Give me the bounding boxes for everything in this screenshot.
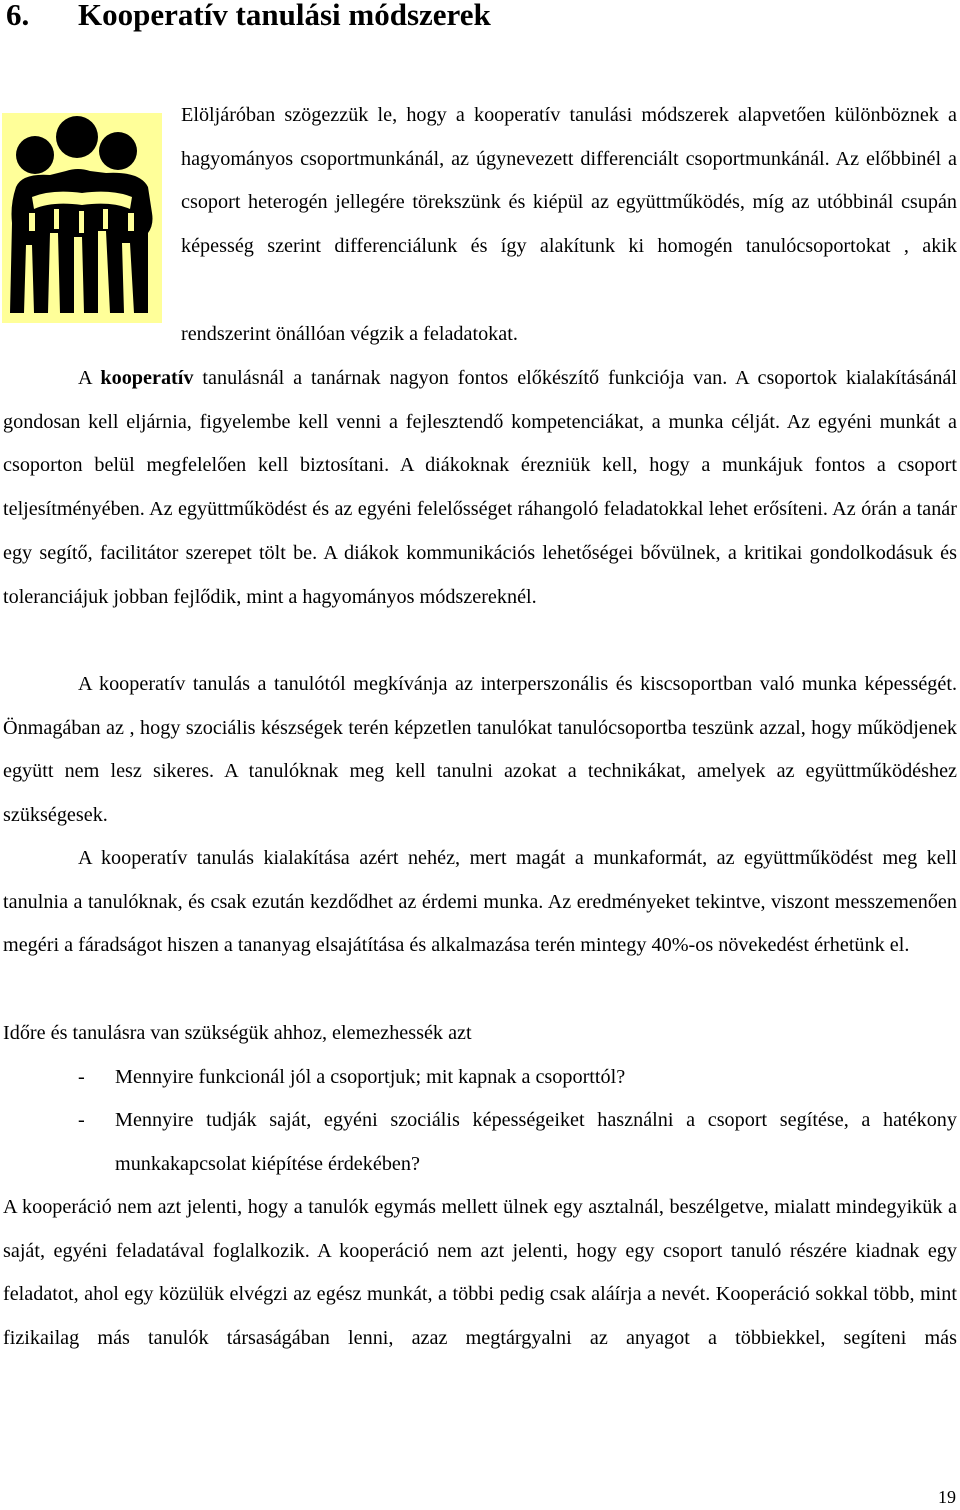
list-dash: - — [78, 1066, 85, 1088]
intro-paragraph-tail: rendszerint önállóan végzik a feladatokat. — [181, 323, 518, 345]
paragraph-skills: A kooperatív tanulás a tanulótól megkívánja az interperszonális és kiscsoportban való munka képességét. Önmagában az , hogy szociális készségek terén képzetlen tanulókat tanulócsoportba teszünk azzal, hogy működjenek együtt nem lesz sikeres. A tanulóknak meg kell tanulni azokat a technikákat, amelyek az együttműködéshez szükségesek. — [3, 673, 957, 827]
list-item-text: Mennyire tudják saját, egyéni szociális képességeiket használni a csoport segítése, a hatékony munkakapcsolat kiépítése érdekében? — [115, 1109, 957, 1175]
list-dash: - — [78, 1109, 85, 1131]
section-heading — [6, 0, 491, 36]
page-number: 19 — [938, 1487, 956, 1507]
paragraph-body: tanulásnál a tanárnak nagyon fontos előkészítő funkciója van. A csoportok kialakításánál gondosan kell eljárnia, figyelembe kell venni a fejlesztendő kompetenciákat, a munka célját. Az egyéni munkát a csoporton belül megfelelően kell biztosítani. A diákoknak érezniük kell, hogy a munkájuk fontos a csoport teljesítményében. Az együttműködést és az egyéni felelősséget ráhangoló feladatokkal lehet erősíteni. Az órán a tanár egy segítő, facilitátor szerepet tölt be. A diákok kommunikációs lehetőségei bővülnek, a kritikai gondolkodásuk és toleranciájuk jobban fejlődik, mint a hagyományos módszereknél. — [3, 367, 958, 608]
paragraph-teacher-role — [3, 357, 957, 619]
paragraph-time: Időre és tanulásra van szükségük ahhoz, elemezhessék azt — [3, 1022, 472, 1044]
list-item-text: Mennyire funkcionál jól a csoportjuk; mit kapnak a csoporttól? — [115, 1066, 626, 1088]
intro-paragraph: Elöljáróban szögezzük le, hogy a kooperatív tanulási módszerek alapvetően különböznek a hagyományos csoportmunkánál, az úgynevezett differenciált csoportmunkánál. Az előbbinél a csoport heterogén jellegére törekszünk és kiépül az együttműködés, míg az utóbbinál csupán képesség szerint differenciálunk és így alakítunk ki homogén tanulócsoportokat , akik — [181, 104, 957, 258]
section-title: Kooperatív tanulási módszerek — [78, 0, 491, 32]
paragraph-difficulty: A kooperatív tanulás kialakítása azért nehéz, mert magát a munkaformát, az együttműködést meg kell tanulnia a tanulóknak, és csak ezután kezdődhet az érdemi munka. Az eredményeket tekintve, viszont messzemenően megéri a fáradságot hiszen a tananyag elsajátítása és alkalmazása terén mintegy 40%-os növekedést érhetünk el. — [3, 847, 957, 957]
paragraph-cooperation: A kooperáció nem azt jelenti, hogy a tanulók egymás mellett ülnek egy asztalnál, beszélgetve, mialatt mindegyikük a saját, egyéni feladatával foglalkozik. A kooperáció nem azt jelenti, hogy egy csoport tanuló részére kiadnak egy feladatot, ahol egy közülük elvégzi az egész munkát, a többi pedig csak aláírja a nevét. Kooperáció sokkal több, mint fizikailag más tanulók társaságában lenni, azaz megtárgyalni az anyagot a többiekkel, segíteni más — [3, 1196, 957, 1350]
bold-term: kooperatív — [100, 367, 194, 389]
group-of-people-icon — [2, 113, 162, 323]
section-number: 6. — [6, 0, 30, 32]
paragraph-lead: A — [78, 367, 92, 389]
